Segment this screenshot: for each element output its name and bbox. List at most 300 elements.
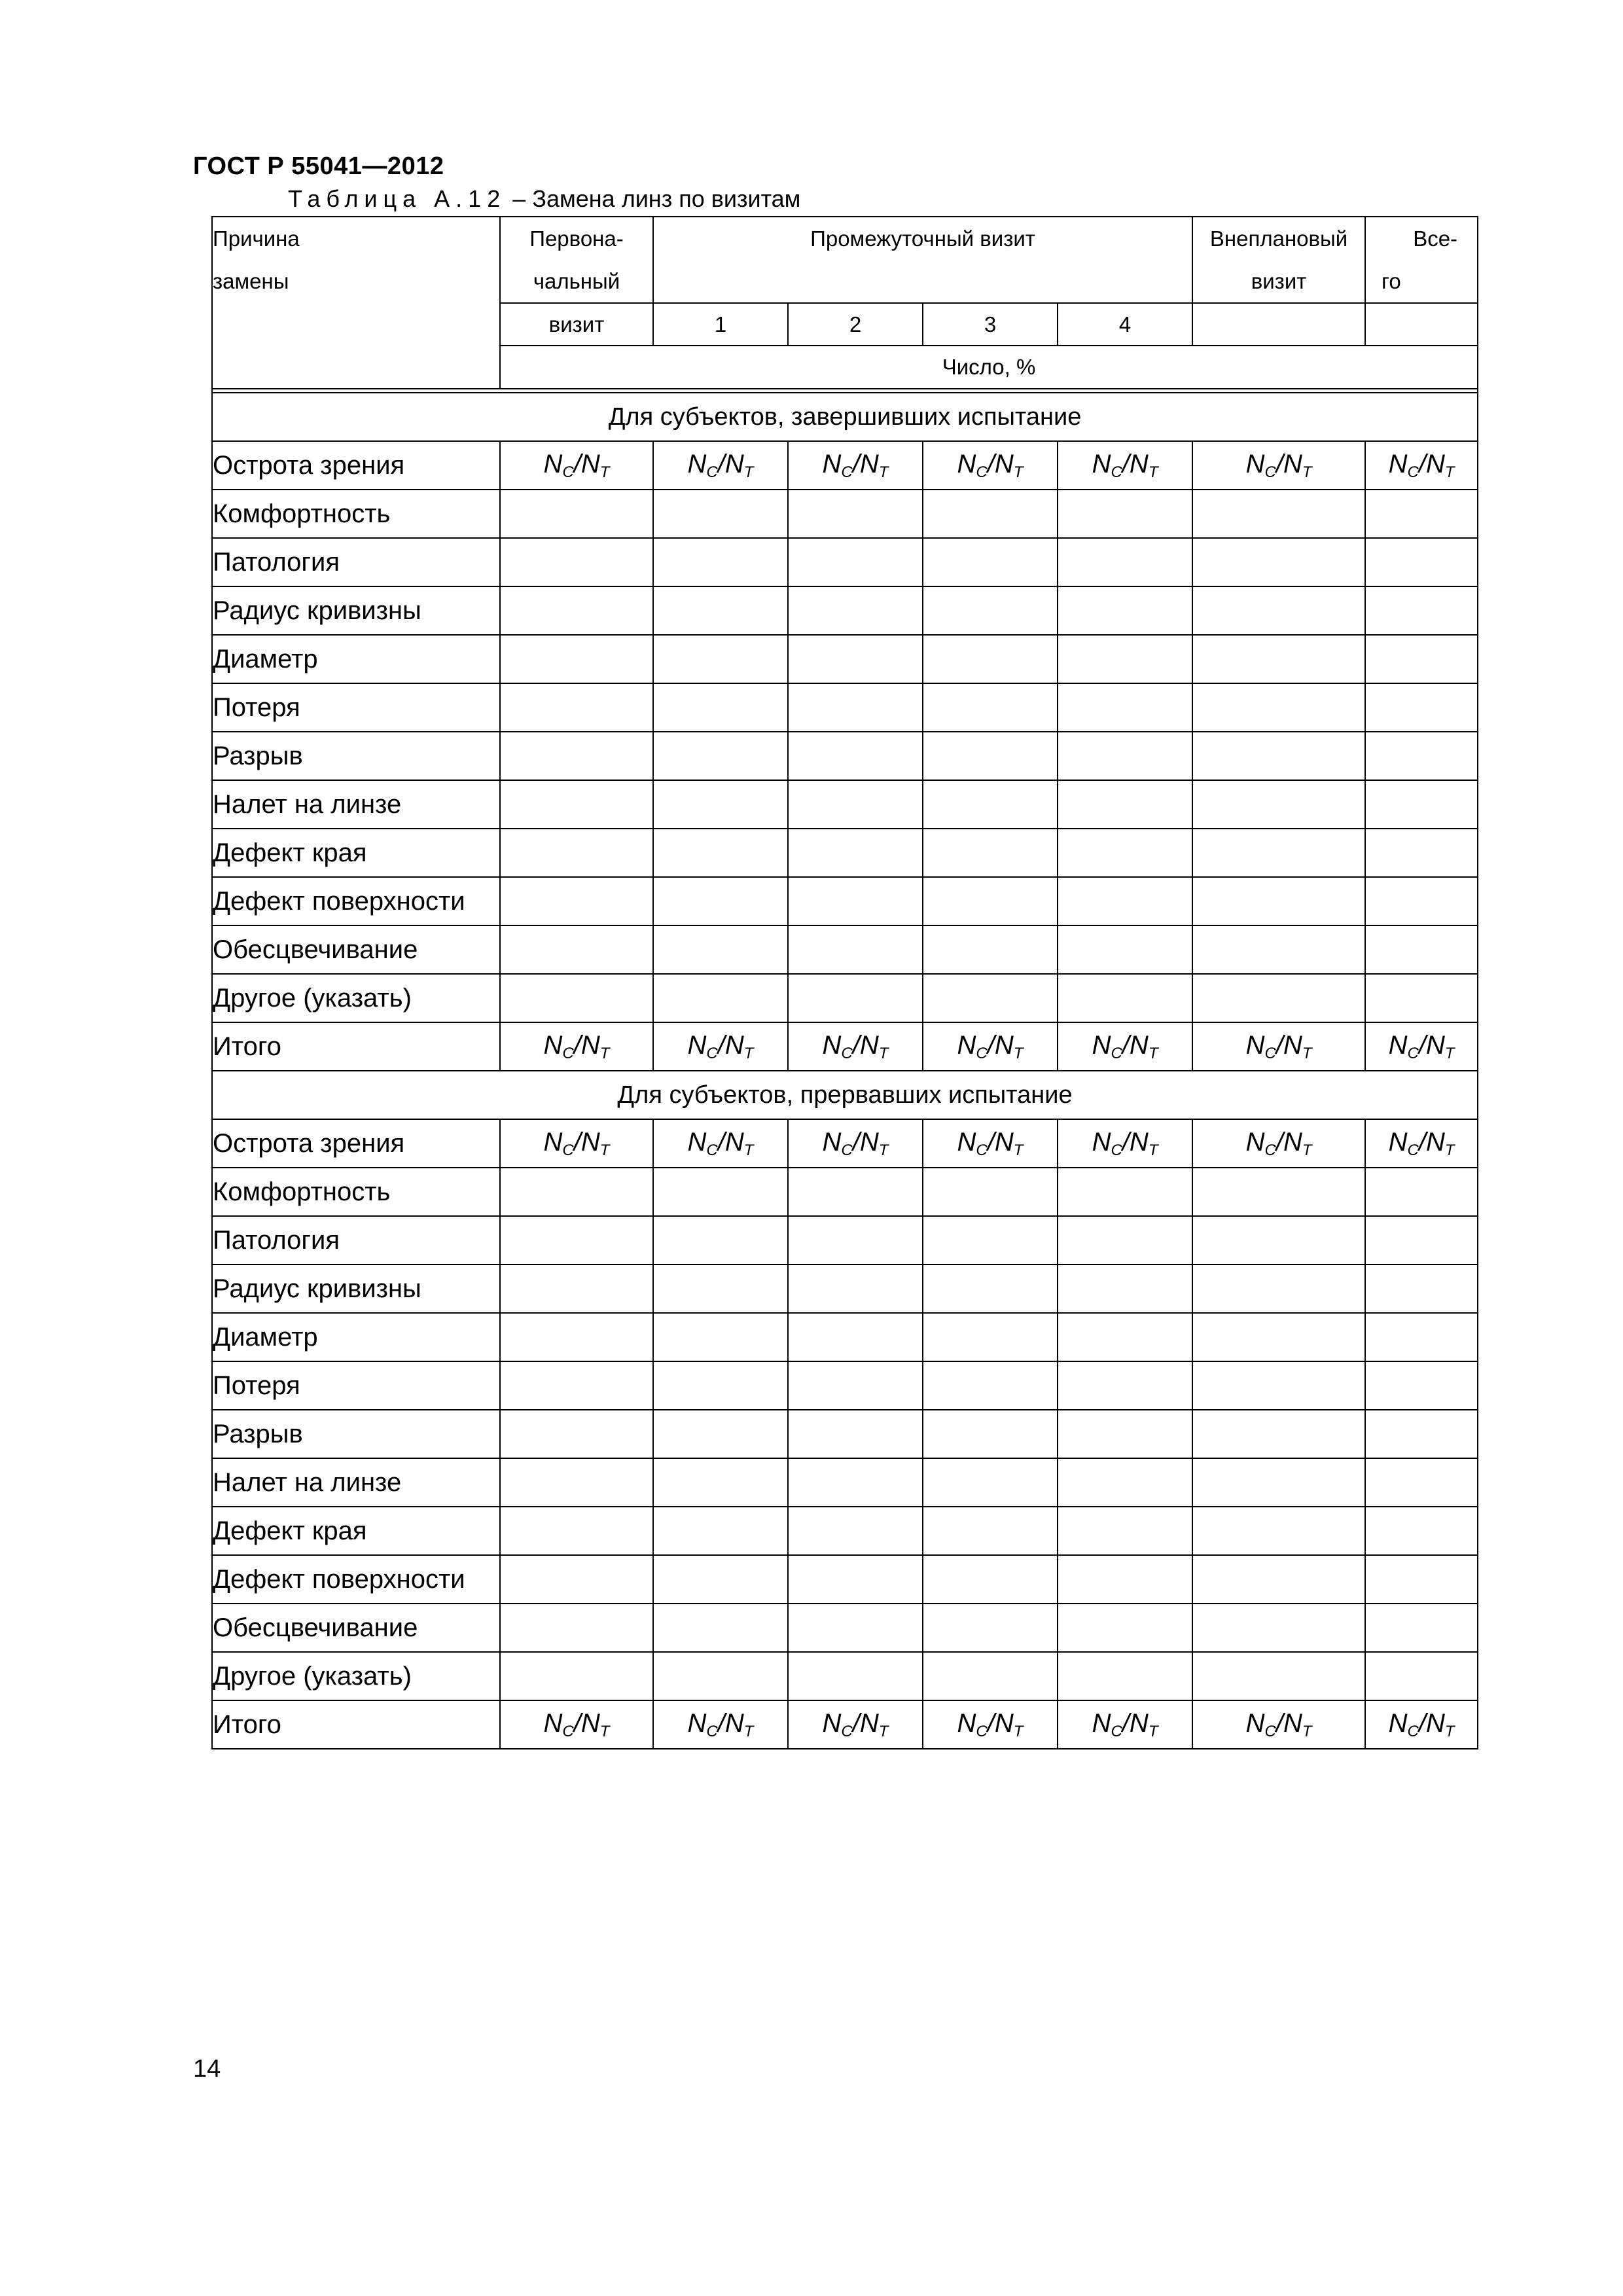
t-subscript: T [1013,1044,1024,1062]
c-subscript: C [1407,1044,1419,1062]
t-subscript: T [1148,1044,1158,1062]
empty-cell [788,1216,923,1265]
empty-cell [1192,925,1365,974]
empty-cell [653,538,788,586]
ratio-cell [1365,1119,1478,1168]
empty-cell [500,1507,653,1555]
table-row [212,1119,1478,1168]
n-symbol: N [724,1127,744,1157]
slash: / [717,1708,725,1738]
n-symbol: N [580,1030,600,1060]
empty-cell [1058,974,1192,1022]
empty-cell [1058,732,1192,780]
slash: / [987,449,995,478]
empty-cell [1058,490,1192,538]
t-subscript: T [878,1141,889,1159]
empty-cell [923,1604,1058,1652]
c-subscript: C [1264,1141,1276,1159]
empty-cell [1058,925,1192,974]
row-label: Итого [212,1022,500,1071]
row-label: Комфортность [212,490,500,538]
n-symbol: N [957,1127,976,1157]
n-symbol: N [1092,1030,1111,1060]
empty-cell [788,1458,923,1507]
ratio-cell [653,441,788,490]
n-symbol: N [1425,1030,1445,1060]
n-symbol: N [1425,1708,1445,1738]
empty-cell [500,780,653,829]
c-subscript: C [1407,463,1419,481]
table-row [212,1652,1478,1700]
empty-cell [923,925,1058,974]
header-initial-visit [500,217,653,303]
empty-cell [1058,1168,1192,1216]
n-symbol: N [724,1708,744,1738]
slash: / [852,449,860,478]
empty-cell [500,1313,653,1361]
empty-cell [653,780,788,829]
n-symbol: N [994,1708,1014,1738]
empty-cell [653,490,788,538]
n-symbol: N [1092,1127,1111,1157]
n-symbol: N [1425,449,1445,478]
empty-cell [1192,538,1365,586]
empty-cell [1058,1410,1192,1458]
ratio-cell [1365,441,1478,490]
slash: / [852,1708,860,1738]
ratio-cell [923,1119,1058,1168]
ratio-cell [500,1022,653,1071]
empty-cell [500,1265,653,1313]
n-symbol: N [822,1030,842,1060]
c-subscript: C [562,1141,574,1159]
empty-cell [1365,1361,1478,1410]
slash: / [1122,449,1130,478]
t-subscript: T [1302,1044,1312,1062]
empty-cell [653,1313,788,1361]
empty-cell [500,829,653,877]
empty-cell [500,586,653,635]
n-symbol: N [580,449,600,478]
n-symbol: N [957,449,976,478]
empty-cell [788,538,923,586]
n-symbol: N [543,1708,563,1738]
table-row [212,1216,1478,1265]
empty-cell [788,780,923,829]
empty-cell [923,1652,1058,1700]
empty-cell [1365,1507,1478,1555]
empty-cell [1058,780,1192,829]
empty-cell [1192,1652,1365,1700]
slash: / [573,1030,581,1060]
ratio-cell [1192,1700,1365,1749]
header-total-line: го [1382,269,1401,293]
n-symbol: N [994,1127,1014,1157]
n-symbol: N [859,449,879,478]
empty-cell [1365,1458,1478,1507]
empty-cell [1192,829,1365,877]
slash: / [717,1127,725,1157]
empty-cell [1365,1410,1478,1458]
n-symbol: N [724,449,744,478]
header-visit-number: 2 [788,303,923,346]
ratio-cell [653,1700,788,1749]
empty-cell [1192,1458,1365,1507]
row-label: Потеря [212,1361,500,1410]
slash: / [852,1127,860,1157]
header-total-line: Все- [1413,226,1458,251]
n-symbol: N [1388,1127,1408,1157]
header-initial-visit-word: визит [500,303,653,346]
row-label: Острота зрения [212,441,500,490]
empty-cell [1058,1361,1192,1410]
empty-cell [1192,1168,1365,1216]
n-symbol: N [580,1127,600,1157]
row-label: Патология [212,1216,500,1265]
c-subscript: C [976,463,988,481]
n-symbol: N [1092,1708,1111,1738]
table-row [212,1700,1478,1749]
row-label: Разрыв [212,1410,500,1458]
slash: / [987,1127,995,1157]
table-row [212,683,1478,732]
empty-cell [923,635,1058,683]
c-subscript: C [1111,1044,1122,1062]
table-caption [288,185,800,213]
n-symbol: N [859,1127,879,1157]
slash: / [987,1030,995,1060]
row-label: Дефект поверхности [212,877,500,925]
header-visit-number: 1 [653,303,788,346]
n-symbol: N [1245,1708,1265,1738]
empty-cell [1058,1604,1192,1652]
caption-title: Замена линз по визитам [532,185,801,212]
table-row [212,1458,1478,1507]
ratio-cell [1365,1022,1478,1071]
n-symbol: N [687,1127,707,1157]
empty-cell [1192,732,1365,780]
c-subscript: C [1264,463,1276,481]
t-subscript: T [1148,463,1158,481]
n-symbol: N [1425,1127,1445,1157]
n-symbol: N [687,1030,707,1060]
n-symbol: N [822,1127,842,1157]
n-symbol: N [1245,449,1265,478]
empty-cell [1058,1507,1192,1555]
n-symbol: N [1129,1127,1149,1157]
slash: / [1275,449,1283,478]
header-unscheduled-empty [1192,303,1365,346]
ratio-cell [1192,1022,1365,1071]
empty-cell [923,1361,1058,1410]
ratio-cell [788,1022,923,1071]
n-symbol: N [1388,449,1408,478]
empty-cell [1365,1216,1478,1265]
empty-cell [923,1507,1058,1555]
empty-cell [788,490,923,538]
empty-cell [788,1361,923,1410]
t-subscript: T [1013,463,1024,481]
ratio-cell [1058,1022,1192,1071]
n-symbol: N [1283,1708,1302,1738]
row-label: Налет на линзе [212,780,500,829]
c-subscript: C [976,1044,988,1062]
empty-cell [1192,780,1365,829]
row-label: Дефект края [212,1507,500,1555]
empty-cell [653,683,788,732]
empty-cell [1365,1652,1478,1700]
empty-cell [500,1216,653,1265]
n-symbol: N [957,1030,976,1060]
empty-cell [500,1555,653,1604]
c-subscript: C [1264,1722,1276,1740]
t-subscript: T [1444,463,1455,481]
t-subscript: T [743,1044,754,1062]
empty-cell [1365,925,1478,974]
empty-cell [923,586,1058,635]
n-symbol: N [1283,1030,1302,1060]
empty-cell [1365,1555,1478,1604]
header-visit-number: 3 [923,303,1058,346]
c-subscript: C [562,463,574,481]
empty-cell [653,1410,788,1458]
empty-cell [923,1265,1058,1313]
empty-cell [653,1555,788,1604]
empty-cell [923,1168,1058,1216]
row-label: Патология [212,538,500,586]
row-label: Итого [212,1700,500,1749]
empty-cell [923,1313,1058,1361]
empty-cell [788,586,923,635]
slash: / [573,1708,581,1738]
empty-cell [653,877,788,925]
n-symbol: N [1129,1708,1149,1738]
ratio-cell [1192,441,1365,490]
header-reason [212,217,500,389]
row-label: Острота зрения [212,1119,500,1168]
empty-cell [923,1458,1058,1507]
n-symbol: N [1129,449,1149,478]
n-symbol: N [724,1030,744,1060]
empty-cell [1365,683,1478,732]
table-row [212,780,1478,829]
header-initial-line: чальный [533,269,620,293]
empty-cell [1192,877,1365,925]
slash: / [1418,1708,1426,1738]
empty-cell [1365,586,1478,635]
n-symbol: N [822,1708,842,1738]
c-subscript: C [1111,1141,1122,1159]
row-label: Потеря [212,683,500,732]
slash: / [1122,1030,1130,1060]
ratio-cell [500,1700,653,1749]
empty-cell [1058,1216,1192,1265]
n-symbol: N [687,1708,707,1738]
empty-cell [788,1507,923,1555]
t-subscript: T [599,463,610,481]
ratio-cell [788,1119,923,1168]
n-symbol: N [543,449,563,478]
t-subscript: T [743,1722,754,1740]
c-subscript: C [1407,1722,1419,1740]
table-row [212,1265,1478,1313]
c-subscript: C [562,1044,574,1062]
ratio-cell [653,1022,788,1071]
c-subscript: C [706,1141,718,1159]
empty-cell [1192,1507,1365,1555]
page-number: 14 [193,2055,221,2083]
empty-cell [1365,974,1478,1022]
empty-cell [1192,1604,1365,1652]
empty-cell [1192,1555,1365,1604]
c-subscript: C [706,463,718,481]
c-subscript: C [1407,1141,1419,1159]
n-symbol: N [543,1030,563,1060]
empty-cell [1058,1458,1192,1507]
table-row [212,490,1478,538]
empty-cell [1192,1265,1365,1313]
n-symbol: N [1388,1030,1408,1060]
c-subscript: C [841,1141,853,1159]
n-symbol: N [859,1708,879,1738]
empty-cell [1365,635,1478,683]
section-row [212,1071,1478,1119]
empty-cell [500,877,653,925]
n-symbol: N [1388,1708,1408,1738]
slash: / [1418,1030,1426,1060]
table-row [212,1361,1478,1410]
header-total [1365,217,1478,303]
t-subscript: T [743,1141,754,1159]
empty-cell [653,635,788,683]
empty-cell [500,925,653,974]
slash: / [1418,449,1426,478]
empty-cell [500,1652,653,1700]
empty-cell [923,683,1058,732]
t-subscript: T [599,1044,610,1062]
empty-cell [1058,877,1192,925]
slash: / [573,1127,581,1157]
header-total-empty [1365,303,1478,346]
table-row [212,635,1478,683]
row-label: Другое (указать) [212,1652,500,1700]
n-symbol: N [1245,1030,1265,1060]
empty-cell [500,1458,653,1507]
empty-cell [653,1168,788,1216]
table-row [212,829,1478,877]
ratio-cell [500,441,653,490]
ratio-cell [1058,1119,1192,1168]
empty-cell [500,683,653,732]
t-subscript: T [743,463,754,481]
empty-cell [1192,635,1365,683]
empty-cell [1058,586,1192,635]
ratio-cell [1365,1700,1478,1749]
table-row [212,1022,1478,1071]
c-subscript: C [841,1722,853,1740]
row-label: Дефект поверхности [212,1555,500,1604]
t-subscript: T [1302,463,1312,481]
empty-cell [1365,538,1478,586]
t-subscript: T [1148,1141,1158,1159]
c-subscript: C [706,1044,718,1062]
table-row [212,538,1478,586]
empty-cell [923,1410,1058,1458]
empty-cell [1058,1555,1192,1604]
empty-cell [923,490,1058,538]
t-subscript: T [599,1722,610,1740]
c-subscript: C [1111,463,1122,481]
row-label: Диаметр [212,1313,500,1361]
n-symbol: N [1092,449,1111,478]
ratio-cell [923,1022,1058,1071]
empty-cell [1192,683,1365,732]
empty-cell [788,1652,923,1700]
empty-cell [1058,1652,1192,1700]
slash: / [1275,1030,1283,1060]
empty-cell [1365,877,1478,925]
ratio-cell [788,441,923,490]
empty-cell [1058,829,1192,877]
ratio-cell [1192,1119,1365,1168]
t-subscript: T [1013,1141,1024,1159]
c-subscript: C [1111,1722,1122,1740]
empty-cell [1365,829,1478,877]
empty-cell [500,732,653,780]
empty-cell [1365,1604,1478,1652]
ratio-cell [923,441,1058,490]
empty-cell [653,1652,788,1700]
c-subscript: C [841,463,853,481]
lens-replacement-table [211,216,1478,1749]
empty-cell [1192,1216,1365,1265]
ratio-cell [1058,441,1192,490]
empty-cell [653,1216,788,1265]
t-subscript: T [1302,1722,1312,1740]
empty-cell [788,635,923,683]
empty-cell [788,1313,923,1361]
empty-cell [788,877,923,925]
empty-cell [788,1555,923,1604]
row-label: Другое (указать) [212,974,500,1022]
empty-cell [1192,1361,1365,1410]
empty-cell [788,1265,923,1313]
t-subscript: T [1013,1722,1024,1740]
slash: / [1122,1708,1130,1738]
c-subscript: C [841,1044,853,1062]
c-subscript: C [562,1722,574,1740]
header-reason-line: Причина [213,226,300,251]
n-symbol: N [1245,1127,1265,1157]
t-subscript: T [1444,1141,1455,1159]
n-symbol: N [543,1127,563,1157]
t-subscript: T [878,1044,889,1062]
table-row [212,1410,1478,1458]
slash: / [1418,1127,1426,1157]
header-visit-number: 4 [1058,303,1192,346]
empty-cell [923,538,1058,586]
empty-cell [500,490,653,538]
empty-cell [788,732,923,780]
row-label: Разрыв [212,732,500,780]
section-row [212,393,1478,441]
table-row [212,974,1478,1022]
empty-cell [1192,586,1365,635]
empty-cell [1192,1313,1365,1361]
header-initial-line: Первона- [529,226,624,251]
n-symbol: N [957,1708,976,1738]
table-row [212,1313,1478,1361]
